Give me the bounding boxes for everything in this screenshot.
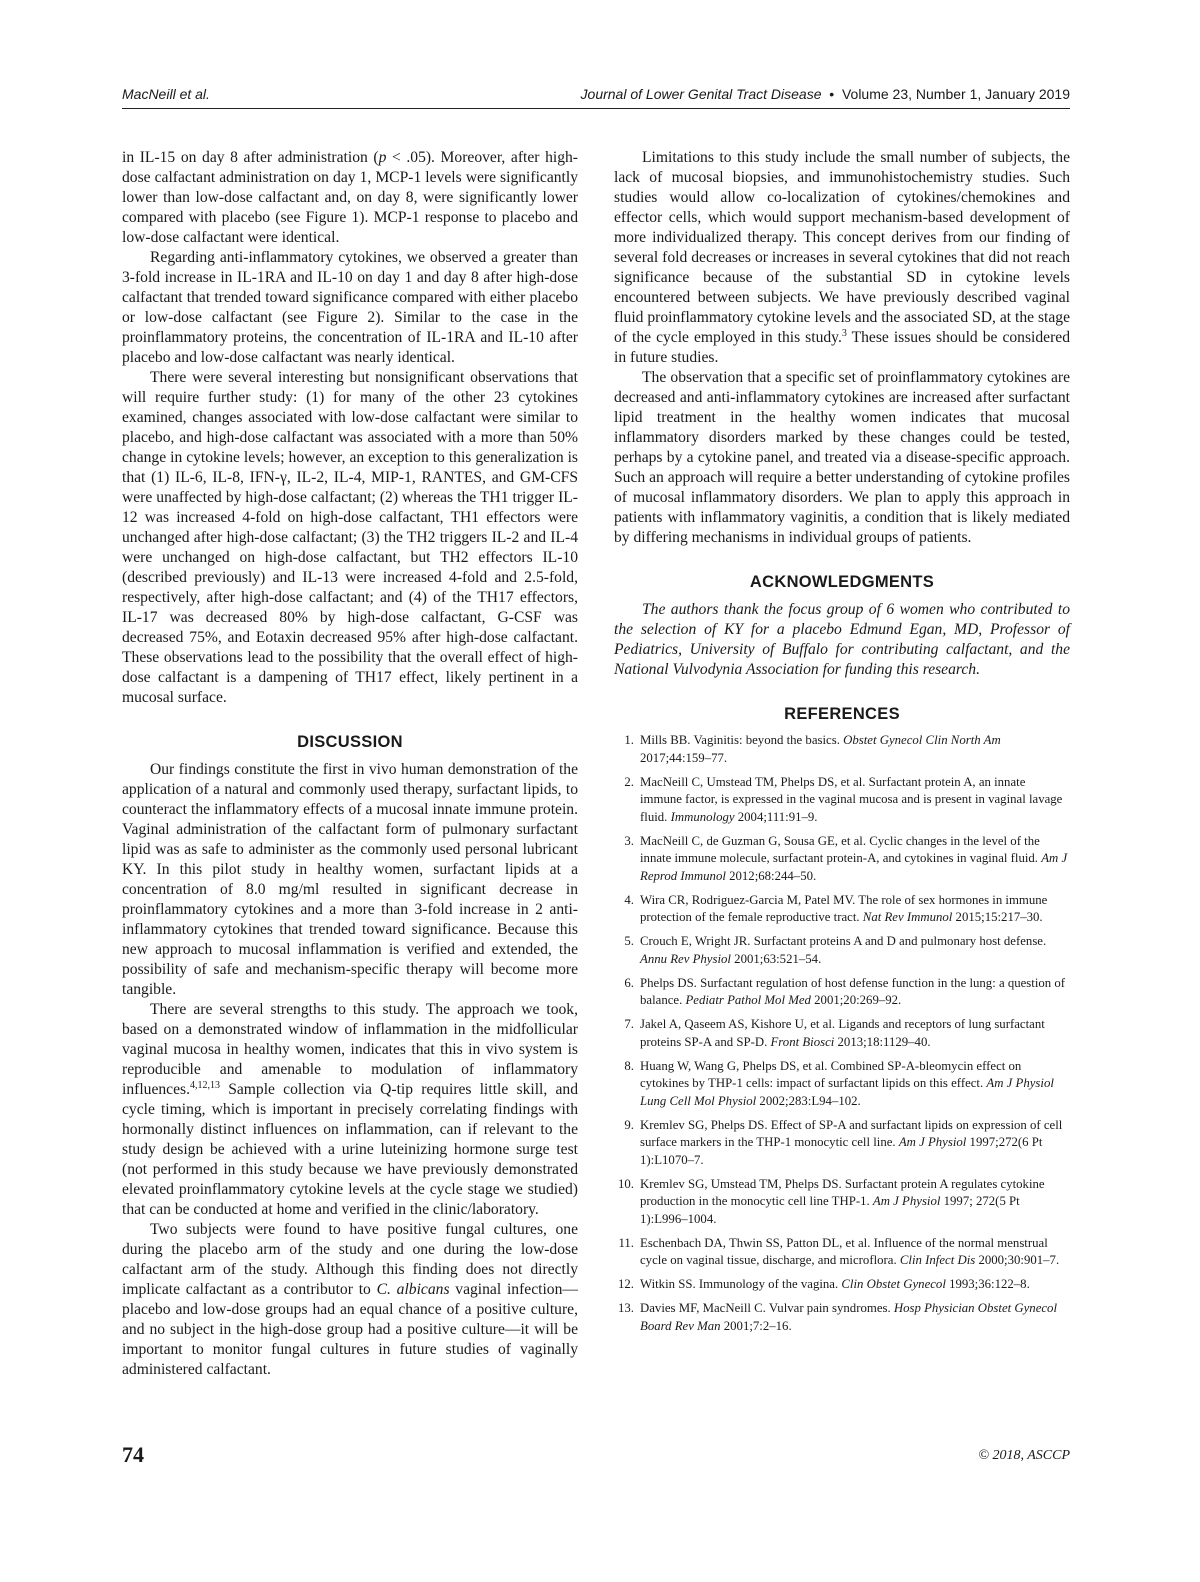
header-authors: MacNeill et al. <box>122 86 210 102</box>
reference-source: Clin Infect Dis <box>899 1253 976 1267</box>
reference-number: 3. <box>624 833 634 848</box>
results-text: < .05). Moreover, after high-dose calfactant administration on day 1, MCP-1 levels were significantly lower than low-dose calfactant and, on day 8, were significantly lower compared with placebo (see Figure 1). MCP-1 response to placebo and low-dose calfactant were identical. <box>122 149 578 246</box>
p-variable: p <box>378 149 387 166</box>
reference-item <box>614 975 1070 1010</box>
left-column <box>122 148 578 1380</box>
discussion-heading: DISCUSSION <box>297 733 403 751</box>
reference-number: 12. <box>618 1277 634 1291</box>
reference-citation: 2000;30:901–7. <box>975 1253 1060 1267</box>
species-name: C. albicans <box>376 1281 450 1298</box>
reference-item <box>614 1016 1070 1051</box>
reference-source: Am J Physiol <box>872 1194 941 1208</box>
reference-number: 4. <box>624 892 634 907</box>
header-bullet: • <box>829 86 835 102</box>
copyright-notice: © 2018, ASCCP <box>978 1448 1070 1463</box>
limitations-text: Limitations to this study include the small number of subjects, the lack of mucosal biopsies, and immunohistochemistry studies. Such studies would allow co-localization of cytokines/chemokines and effector cells, which would support mechanism-based development of more individualized therapy. This concept derives from our finding of several fold decreases or increases in several cytokines that did not reach significance because of the substantial SD in cytokine levels encountered between subjects. We have previously described vaginal fluid proinflammatory cytokine levels and the associated SD, at the stage of the cycle employed in this study. <box>614 149 1070 346</box>
discussion-paragraph-3 <box>122 1220 578 1380</box>
header-journal-title: Journal of Lower Genital Tract Disease <box>580 86 822 102</box>
reference-citation: 1993;36:122–8. <box>945 1277 1030 1291</box>
reference-citation: 2004;111:91–9. <box>734 809 818 824</box>
limitations-text: These issues should be considered in future studies. <box>614 329 1070 366</box>
acknowledgments-heading: ACKNOWLEDGMENTS <box>749 573 935 591</box>
reference-item <box>614 774 1070 827</box>
header-issue: Volume 23, Number 1, January 2019 <box>841 86 1070 102</box>
results-text: in IL-15 on day 8 after administration ( <box>122 149 379 166</box>
reference-number: 1. <box>624 733 634 747</box>
discussion-paragraph-1: Our findings constitute the first in vivo human demonstration of the application of a natural and commonly used therapy, surfactant lipids, to counteract the inflammatory effects of a mucosal innate immune protein. Vaginal administration of the calfactant form of pulmonary surfactant lipid was as safe to administer as the commonly used personal lubricant KY. In this pilot study in healthy women, surfactant lipids at a concentration of 8.0 mg/ml resulted in significant decrease in proinflammatory cytokines and a more than 3-fold increase in 2 anti-inflammatory cytokines that trended toward significance. Because this new approach to mucosal inflammation is verified and extended, the possibility of safe and mechanism-specific therapy will become more tangible. <box>122 761 578 998</box>
reference-source: Nat Rev Immunol <box>862 910 953 924</box>
reference-number: 8. <box>624 1058 634 1073</box>
reference-item <box>614 1300 1070 1335</box>
reference-item <box>614 892 1070 927</box>
reference-item <box>614 1176 1070 1229</box>
right-column <box>614 148 1070 1342</box>
reference-citation: 1997; 272(5 Pt 1):L996–1004. <box>640 1194 1020 1226</box>
results-paragraph-1 <box>122 148 578 248</box>
reference-citation: 2002;283:L94–102. <box>756 1093 861 1108</box>
reference-citation: 1997;272(6 Pt 1):L1070–7. <box>640 1135 1043 1167</box>
acknowledgments-text: The authors thank the focus group of 6 women who contributed to the selection of KY for a placebo Edmund Egan, MD, Professor of Pediatrics, University of Buffalo for contributing calfactant, and the National Vulvodynia Association for funding this research. <box>614 601 1070 678</box>
reference-item <box>614 1276 1070 1294</box>
observation-paragraph: The observation that a specific set of proinflammatory cytokines are decreased and anti-inflammatory cytokines are increased after surfactant lipid treatment in the healthy women indicates that mucosal inflammatory disorders marked by these changes could be tested, perhaps by a cytokine panel, and treated via a disease-specific approach. Such an approach will require a better understanding of cytokine profiles of mucosal inflammatory disorders. We plan to apply this approach in patients with inflammatory vaginitis, a condition that is likely mediated by differing mechanisms in individual groups of patients. <box>614 369 1070 546</box>
reference-source: Immunology <box>670 809 735 824</box>
reference-text: Kremlev SG, Umstead TM, Phelps DS. Surfactant protein A regulates cytokine production in the monocytic cell line THP-1. <box>640 1176 1045 1208</box>
reference-citation: 2001;7:2–16. <box>720 1318 792 1333</box>
discussion-text: vaginal infection—placebo and low-dose groups had an equal chance of a positive culture, and no subject in the high-dose group had a positive culture—it will be important to monitor fungal cultures in future studies of vaginally administered calfactant. <box>122 1281 578 1378</box>
reference-item <box>614 833 1070 886</box>
reference-text: Huang W, Wang G, Phelps DS, et al. Combined SP-A-bleomycin effect on cytokines by THP-1 cells: impact of surfactant lipids on this effect. <box>640 1058 1022 1090</box>
reference-number: 2. <box>624 774 634 789</box>
reference-number: 9. <box>624 1117 634 1132</box>
header-journal-info <box>581 86 1070 102</box>
reference-citation: 2001;20:269–92. <box>810 993 902 1007</box>
reference-citation: 2013;18:1129–40. <box>834 1034 931 1049</box>
discussion-paragraph-2 <box>122 1000 578 1220</box>
reference-list <box>614 732 1070 1335</box>
page-number: 74 <box>122 1442 144 1467</box>
reference-text: Mills BB. Vaginitis: beyond the basics. <box>640 733 844 747</box>
reference-source: Clin Obstet Gynecol <box>841 1277 946 1291</box>
reference-item <box>614 732 1070 767</box>
reference-text: Davies MF, MacNeill C. Vulvar pain syndromes. <box>640 1301 894 1315</box>
reference-text: Kremlev SG, Phelps DS. Effect of SP-A and surfactant lipids on expression of cell surface markers in the THP-1 monocytic cell line. <box>640 1117 1063 1149</box>
reference-text: Witkin SS. Immunology of the vagina. <box>640 1277 842 1291</box>
reference-text: Wira CR, Rodriguez-Garcia M, Patel MV. The role of sex hormones in immune protection of the female reproductive tract. <box>640 892 1048 924</box>
reference-source: Annu Rev Physiol <box>640 951 731 966</box>
reference-text: Jakel A, Qaseem AS, Kishore U, et al. Ligands and receptors of lung surfactant proteins SP-A and SP-D. <box>640 1017 1045 1049</box>
limitations-paragraph <box>614 148 1070 368</box>
reference-text: MacNeill C, de Guzman G, Sousa GE, et al. Cyclic changes in the level of the innate immune molecule, surfactant protein-A, and cytokines in vaginal fluid. <box>640 833 1042 865</box>
reference-text: Crouch E, Wright JR. Surfactant proteins A and D and pulmonary host defense. <box>640 934 1047 948</box>
reference-item <box>614 1117 1070 1170</box>
reference-text: Phelps DS. Surfactant regulation of host defense function in the lung: a question of balance. <box>640 975 1066 1007</box>
reference-citation: 2017;44:159–77. <box>640 750 728 765</box>
reference-source: Hosp Physician Obstet Gynecol Board Rev Man <box>640 1301 1058 1333</box>
reference-text: MacNeill C, Umstead TM, Phelps DS, et al. Surfactant protein A, an innate immune factor, is expressed in the vaginal mucosa and is present in vaginal lavage fluid. <box>640 774 1063 824</box>
reference-item <box>614 933 1070 968</box>
reference-item <box>614 1058 1070 1111</box>
reference-source: Pediatr Pathol Mol Med <box>685 993 811 1007</box>
reference-item <box>614 1235 1070 1270</box>
references-heading: REFERENCES <box>784 705 900 723</box>
running-header <box>122 86 1070 109</box>
discussion-text: Two subjects were found to have positive fungal cultures, one during the placebo arm of the study and one during the low-dose calfactant arm of the study. Although this finding does not directly implicate calfactant as a contributor to <box>122 1221 578 1298</box>
reference-number: 5. <box>624 934 634 948</box>
reference-source: Front Biosci <box>770 1034 835 1049</box>
reference-number: 13. <box>618 1301 634 1315</box>
reference-text: Eschenbach DA, Thwin SS, Patton DL, et al. Influence of the normal menstrual cycle on vaginal tissue, discharge, and microflora. <box>640 1235 1048 1267</box>
reference-number: 7. <box>624 1017 634 1031</box>
reference-number: 10. <box>618 1176 634 1191</box>
results-paragraph-3: There were several interesting but nonsignificant observations that will require further study: (1) for many of the other 23 cytokines examined, changes associated with low-dose calfactant were similar to placebo, and high-dose calfactant was associated with a more than 50% change in cytokine levels; however, an exception to this generalization is that (1) IL-6, IL-8, IFN-γ, IL-2, IL-4, MIP-1, RANTES, and GM-CFS were unaffected by high-dose calfactant; (2) whereas the TH1 trigger IL-12 was increased 4-fold on high-dose calfactant, TH1 effectors were unchanged after high-dose calfactant; (3) the TH2 triggers IL-2 and IL-4 were unchanged on high-dose calfactant, but TH2 effectors IL-10 (described previously) and IL-13 were increased 4-fold and 2.5-fold, respectively, after high-dose calfactant; and (4) of the TH17 effectors, IL-17 was decreased 80% by high-dose calfactant, G-CSF was decreased 75%, and Eotaxin decreased 95% after high-dose calfactant. These observations lead to the possibility that the overall effect of high-dose calfactant is a dampening of TH17 effect, likely pertinent in a mucosal surface. <box>122 369 578 706</box>
reference-citation: 2001;63:521–54. <box>730 951 822 966</box>
citation-superscript: 4,12,13 <box>189 1079 220 1091</box>
reference-citation: 2015;15:217–30. <box>952 910 1043 924</box>
discussion-text: There are several strengths to this study. The approach we took, based on a demonstrated window of inflammation in the midfollicular vaginal mucosa in healthy women, indicates that this in vivo system is reproducible and amenable to modulation of inflammatory influences. <box>122 1001 578 1098</box>
reference-number: 6. <box>624 975 634 990</box>
reference-source: Am J Physiol Lung Cell Mol Physiol <box>640 1076 1054 1108</box>
reference-source: Am J Reprod Immunol <box>640 851 1068 883</box>
discussion-text: Sample collection via Q-tip requires little skill, and cycle timing, which is important in precisely correlating findings with hormonally distinct influences on inflammation, can if relevant to the study design be achieved with a urine luteinizing hormone surge test (not performed in this study because we have previously demonstrated elevated proinflammatory cytokine levels at the cycle stage we studied) that can be conducted at home and verified in the clinic/laboratory. <box>122 1081 578 1218</box>
reference-source: Obstet Gynecol Clin North Am <box>843 733 1001 747</box>
citation-superscript: 3 <box>841 327 847 339</box>
reference-number: 11. <box>618 1235 634 1250</box>
results-paragraph-2: Regarding anti-inflammatory cytokines, we observed a greater than 3-fold increase in IL-1RA and IL-10 on day 1 and day 8 after high-dose calfactant that trended toward significance compared with either placebo or low-dose calfactant (see Figure 2). Similar to the case in the proinflammatory proteins, the concentration of IL-1RA and IL-10 after placebo and low-dose calfactant was nearly identical. <box>122 249 578 366</box>
reference-source: Am J Physiol <box>898 1135 967 1149</box>
reference-citation: 2012;68:244–50. <box>725 868 817 883</box>
